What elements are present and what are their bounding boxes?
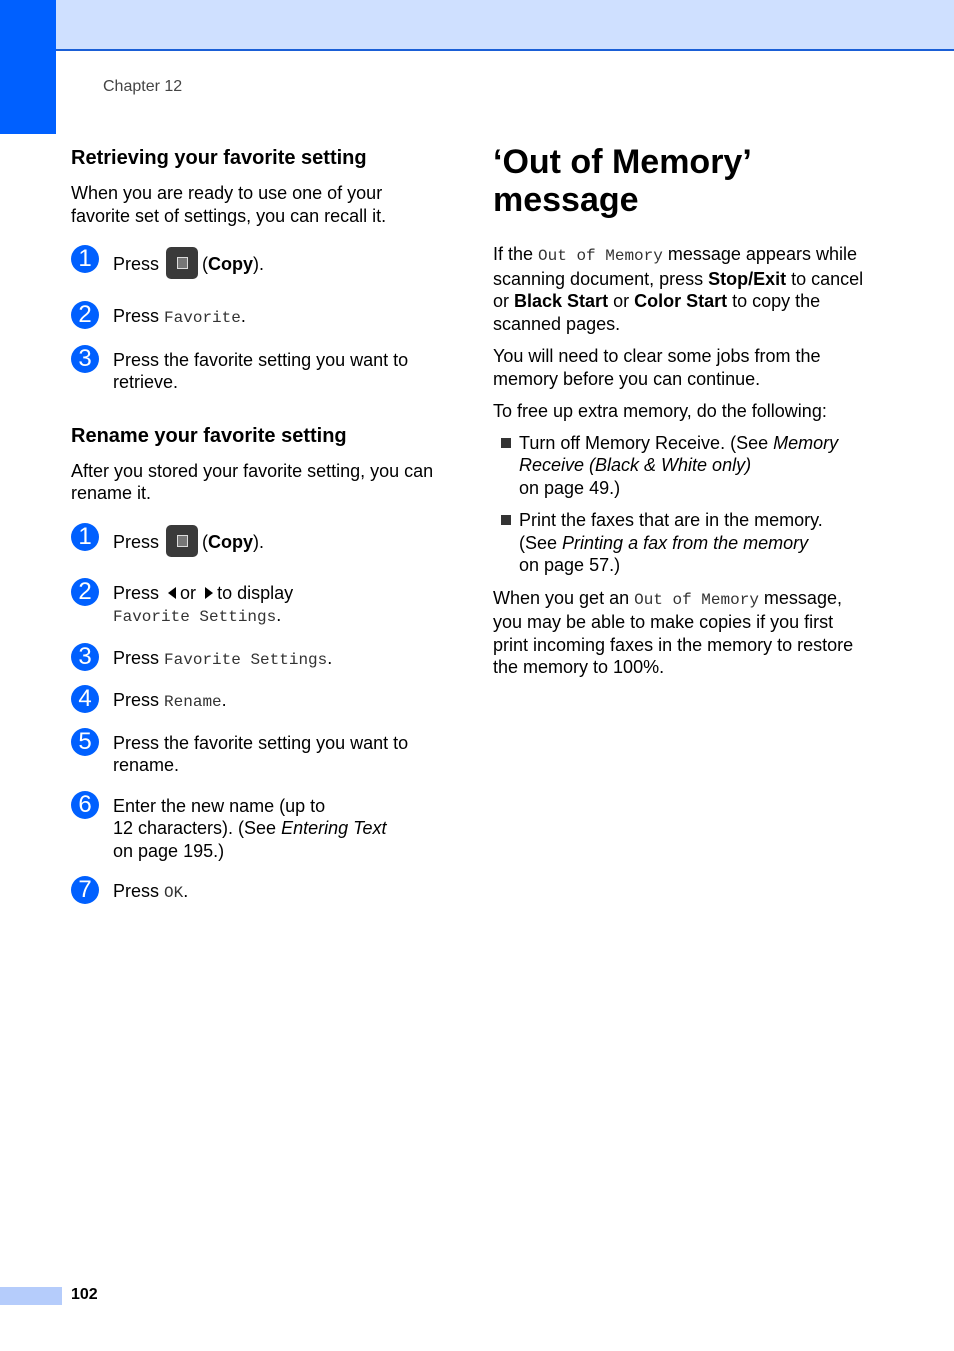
paren-open: (	[202, 531, 209, 552]
steps-rename	[71, 522, 443, 905]
bullet-item	[493, 432, 865, 500]
left-arrow-icon	[168, 587, 176, 599]
paragraph-1	[493, 243, 865, 335]
step-number: 1	[71, 245, 99, 273]
text: on page 57.)	[519, 555, 621, 575]
step-3	[71, 642, 443, 672]
key-stop-exit: Stop/Exit	[708, 268, 787, 289]
lcd-text: Favorite	[164, 309, 241, 327]
section-intro-retrieve: When you are ready to use one of your favorite set of settings, you can recall it.	[71, 183, 387, 226]
step-text: Press the favorite setting you want to retrieve.	[113, 349, 409, 392]
step-number: 5	[71, 728, 99, 756]
section-heading-retrieve: Retrieving your favorite setting	[71, 147, 367, 169]
step-text: 12 characters). (See	[113, 818, 282, 838]
text: Turn off Memory Receive. (See	[519, 432, 774, 453]
page-number: 102	[71, 1286, 98, 1303]
text: to cancel or	[493, 268, 864, 311]
step-text: Press	[113, 881, 160, 901]
paren-open: (	[202, 253, 209, 274]
chapter-label: Chapter 12	[103, 78, 183, 95]
step-text: Press	[113, 582, 160, 603]
or-text: or	[180, 582, 197, 603]
right-arrow-icon	[205, 587, 213, 599]
step-6	[71, 790, 443, 863]
step-4	[71, 685, 443, 714]
step-number: 3	[71, 643, 99, 671]
text: Print the faxes that are in the memory. (See	[519, 510, 823, 553]
step-2	[71, 577, 443, 629]
step-2	[71, 301, 443, 330]
step-number: 3	[71, 345, 99, 373]
bullet-square-icon	[501, 515, 511, 525]
key-black-start: Black Start	[514, 291, 609, 311]
copy-label: Copy	[208, 253, 254, 274]
copy-icon	[166, 525, 198, 557]
text: or	[608, 291, 635, 311]
step-text: Press	[113, 253, 160, 274]
right-column	[493, 143, 865, 679]
step-number: 7	[71, 876, 99, 904]
page-title	[493, 143, 865, 219]
step-text: Press	[113, 647, 160, 668]
lcd-text: Favorite Settings	[164, 650, 328, 669]
bullet-square-icon	[501, 438, 511, 448]
section-intro-rename: After you stored your favorite setting, you can rename it.	[71, 460, 434, 503]
title-line-2: message	[493, 181, 639, 219]
lcd-text: Favorite Settings	[113, 608, 277, 626]
paragraph-3: To free up extra memory, do the following:	[493, 401, 827, 421]
step-1	[71, 245, 443, 281]
link-printing-fax: Printing a fax from the memory	[562, 532, 809, 553]
step-text: Enter the new name (up to	[113, 795, 326, 816]
copy-icon	[166, 247, 198, 279]
step-text: Press the favorite setting you want to rename.	[113, 732, 409, 775]
period: .	[276, 605, 282, 625]
lcd-text: OK	[164, 884, 184, 902]
step-text: on page 195.)	[113, 840, 225, 861]
paragraph-4	[493, 587, 865, 679]
title-line-1: ‘Out of Memory’	[493, 143, 752, 181]
step-text: Press	[113, 531, 160, 552]
period: .	[221, 690, 227, 710]
step-text: Press	[113, 306, 160, 326]
steps-retrieve	[71, 245, 443, 394]
chapter-tab	[0, 0, 56, 134]
step-number: 4	[71, 685, 99, 713]
copy-label: Copy	[208, 531, 254, 552]
paren-close: ).	[253, 531, 265, 552]
header-band	[0, 0, 954, 51]
text: If the	[493, 244, 539, 264]
step-number: 2	[71, 578, 99, 606]
step-number: 1	[71, 523, 99, 551]
step-text: Press	[113, 690, 160, 710]
step-5	[71, 727, 443, 777]
step-3	[71, 344, 443, 394]
footer-bar	[0, 1287, 62, 1305]
lcd-text: Out of Memory	[634, 590, 759, 609]
period: .	[183, 881, 189, 901]
bullet-item	[493, 509, 865, 577]
step-number: 2	[71, 301, 99, 329]
step-number: 6	[71, 791, 99, 819]
step-1	[71, 522, 443, 559]
text: message appears while scanning document, press	[493, 244, 857, 289]
text: When you get an	[493, 587, 635, 608]
section-heading-rename: Rename your favorite setting	[71, 424, 347, 447]
text: to copy the scanned pages.	[493, 291, 821, 334]
step-7	[71, 876, 443, 905]
lcd-text: Rename	[164, 693, 222, 711]
paren-close: ).	[253, 253, 265, 274]
period: .	[240, 306, 246, 326]
link-entering-text: Entering Text	[281, 818, 387, 838]
lcd-text: Out of Memory	[538, 247, 663, 265]
link-memory-receive: Memory Receive (Black & White only)	[519, 432, 839, 475]
text: on page 49.)	[519, 477, 621, 498]
period: .	[327, 647, 333, 668]
text: message, you may be able to make copies if you first print incoming faxes in the memory to restore the memory to 100%.	[493, 587, 854, 677]
left-column	[71, 146, 443, 905]
key-color-start: Color Start	[634, 291, 728, 311]
to-display-text: to display	[217, 582, 294, 603]
paragraph-2: You will need to clear some jobs from the memory before you can continue.	[493, 346, 821, 389]
